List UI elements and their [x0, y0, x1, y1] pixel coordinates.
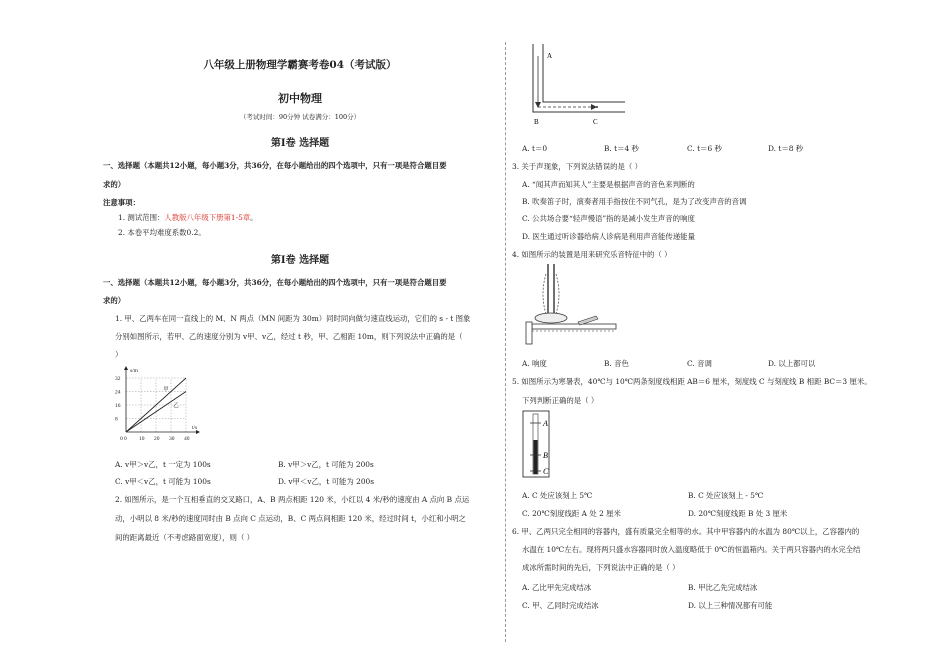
q5-line2: 下列判断正确的是（ ） — [522, 396, 599, 405]
q2-line3: 间的距离最近（不考虑路面宽度），则（ ） — [115, 533, 255, 542]
y-axis-label: s/m — [130, 368, 138, 374]
q4-option-c: C. 音调 — [687, 359, 712, 368]
st-graph — [108, 366, 208, 444]
q2-option-b: B. t＝4 秒 — [604, 144, 639, 153]
q2-line2: 动，小明以 8 米/秒的速度同时由 B 点向 C 点运动，B、C 两点间相距 120 米，经过时间 t，小红和小明之 — [115, 514, 466, 523]
splash-left — [543, 274, 546, 314]
q4-stem: 4. 如图所示的装置是用来研究乐音特征中的（ ） — [512, 250, 672, 259]
column-divider — [505, 42, 506, 642]
note-1-scope: 人教版八年级下册第1-5章 — [164, 213, 251, 222]
q3-option-b: B. 吹奏笛子时，演奏者用手指按住不同气孔，是为了改变声音的音调 — [522, 197, 747, 206]
q6-option-a: A. 乙比甲先完成结冰 — [522, 583, 592, 592]
stand-base — [526, 322, 532, 344]
label-c: C — [593, 118, 598, 126]
q3-stem: 3. 关于声现象，下列说法错误的是（ ） — [512, 162, 643, 171]
q6-option-c: C. 甲、乙同时完成结冰 — [522, 601, 599, 610]
note-1 — [118, 213, 258, 223]
point-c — [596, 106, 598, 108]
q1-line3: ） — [115, 350, 123, 359]
crossroad-figure — [525, 44, 635, 132]
label-b: B — [543, 451, 548, 460]
section-heading-1: 第Ⅰ卷 选择题 — [270, 138, 330, 149]
table-top — [532, 324, 616, 329]
water-bowl — [535, 313, 567, 323]
thermometer-figure — [522, 410, 562, 480]
tuning-fork-figure — [518, 264, 618, 344]
section-instruction-1a: 一、选择题（本题共12小题，每小题3分，共36分，在每小题给出的四个选项中，只有一项是符合题目要 — [103, 161, 447, 170]
q1-line1: 1. 甲、乙两车在同一直线上的 M、N 两点（MN 间距为 30m）同时同向做匀速直线运动，它们的 s - t 图象 — [115, 314, 471, 323]
label-a: A — [543, 419, 548, 428]
q6-line2: 水温在 10℃左右。现将两只盛水容器同时放入温度略低于 0℃的恒温箱内。关于两只容器内的水完全结 — [522, 545, 861, 554]
q5-line1: 5. 如图所示为寒暑表，40℃与 10℃两条刻度线相距 AB＝6 厘米，刻度线 C 与刻度线 B 相距 BC＝3 厘米。 — [512, 377, 872, 386]
q1-option-c: C. v甲＜v乙，t 可能为 100s — [115, 477, 211, 486]
x-tick-label: 0 — [124, 436, 127, 442]
road-edge-right — [543, 44, 625, 102]
q6-line1: 6. 甲、乙两只完全相同的容器内，盛有质量完全相等的水。其中甲容器内的水温为 80℃以上，乙容器内的 — [512, 527, 860, 536]
y-tick-label: 8 — [115, 416, 118, 423]
q1-line2: 分别如图所示，若甲、乙的速度分别为 v甲、v乙，经过 t 秒，甲、乙相距 10m，则下列说法中正确的是（ — [115, 332, 463, 341]
notes-title: 注意事项： — [103, 198, 140, 207]
q5-option-d: D. 20℃刻度线距 B 处 3 厘米 — [688, 509, 788, 518]
series-label-1: 甲 — [163, 387, 169, 394]
label-a: A — [547, 52, 553, 60]
x-tick-label: 10 — [139, 436, 145, 442]
section-heading-2: 第Ⅰ卷 选择题 — [270, 255, 330, 266]
note-1-suffix: 。 — [250, 213, 258, 222]
note-2: 2. 本卷平均难度系数0.2。 — [118, 228, 206, 237]
y-tick-label: 24 — [115, 389, 121, 396]
q2-option-d: D. t＝8 秒 — [768, 144, 804, 153]
q4-option-b: B. 音色 — [604, 359, 629, 368]
q1-option-b: B. v甲＞v乙，t 可能为 200s — [278, 460, 374, 469]
q6-option-d: D. 以上三种情况都有可能 — [688, 601, 773, 610]
q5-option-c: C. 20℃刻度线距 A 处 2 厘米 — [522, 509, 621, 518]
x-tick-label: 40 — [184, 436, 190, 442]
section-instruction-2a: 一、选择题（本题共12小题，每小题3分，共36分，在每小题给出的四个选项中，只有一项是符合题目要 — [103, 278, 447, 287]
q4-option-a: A. 响度 — [522, 359, 547, 368]
q2-line1: 2. 如图所示，是一个互相垂直的交叉路口，A、B 两点相距 120 米，小红以 4 米/秒的速度由 A 点向 B 点运 — [115, 495, 470, 504]
q3-option-a: A. “闻其声而知其人”主要是根据声音的音色来判断的 — [522, 180, 695, 189]
x-tick-label: 30 — [169, 436, 175, 442]
q2-option-c: C. t＝6 秒 — [687, 144, 722, 153]
splash-right — [556, 274, 559, 314]
q3-option-c: C. 公共场合要“轻声慢语”指的是减小发生声音的响度 — [522, 214, 695, 223]
exam-info: （考试时间：90分钟 试卷满分：100分） — [239, 113, 361, 121]
q3-option-d: D. 医生通过听诊器给病人诊病是利用声音能传递能量 — [522, 232, 695, 241]
y-axis-arrow — [124, 366, 128, 370]
x-axis-label: t/s — [192, 425, 198, 431]
q2-option-a: A. t＝0 — [522, 144, 548, 153]
exam-title: 八年级上册物理学霸赛考卷04（考试版） — [203, 59, 397, 71]
subject-title: 初中物理 — [278, 92, 322, 105]
q1-option-a: A. v甲＞v乙，t 一定为 100s — [115, 460, 211, 469]
section-instruction-2b: 求的） — [103, 296, 126, 305]
q6-option-b: B. 甲比乙先完成结冰 — [688, 583, 758, 592]
q6-line3: 成冰所需时间的先后，下列说法中正确的是（ ） — [522, 563, 680, 572]
x-tick-label: 20 — [154, 436, 160, 442]
liquid-column — [534, 440, 538, 474]
label-b: B — [534, 118, 539, 126]
y-tick-label: 32 — [115, 376, 121, 382]
q4-option-d: D. 以上都可以 — [768, 359, 816, 368]
note-1-prefix: 1. 测试范围： — [118, 213, 165, 222]
y-tick-label: 16 — [115, 403, 121, 409]
q5-option-a: A. C 处应该刻上 5℃ — [522, 491, 593, 500]
q1-option-d: D. v甲＜v乙，t 可能为 200s — [278, 477, 375, 486]
q5-option-b: B. C 处应该刻上 - 5℃ — [688, 491, 764, 500]
origin-label: 0 — [120, 436, 123, 442]
series-label-2: 乙 — [173, 402, 179, 409]
label-c: C — [543, 467, 549, 476]
section-instruction-1b: 求的） — [103, 180, 126, 189]
